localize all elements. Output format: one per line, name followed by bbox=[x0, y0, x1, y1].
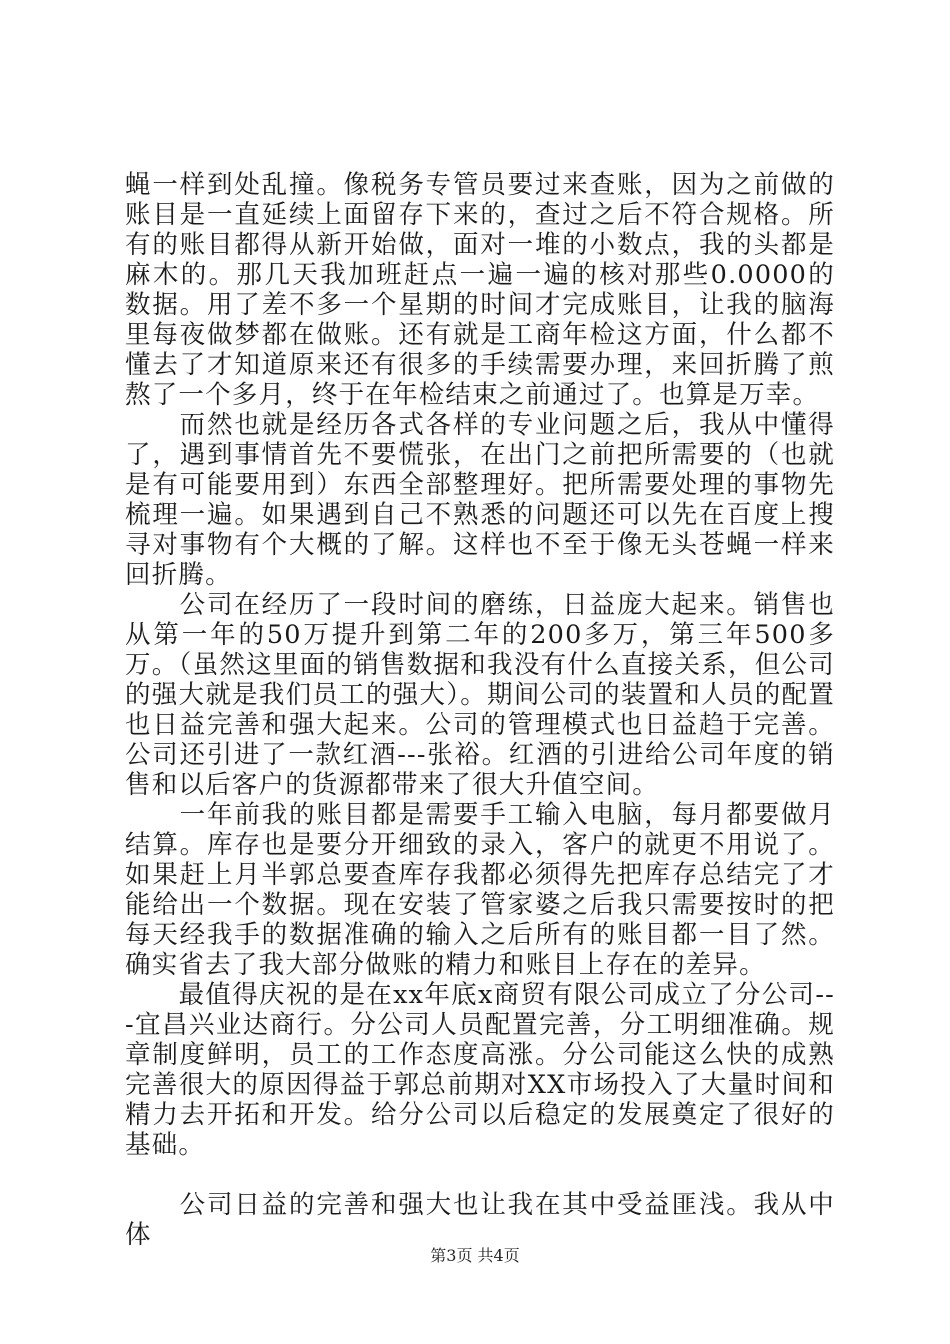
paragraph-branch-office: 最值得庆祝的是在xx年底x商贸有限公司成立了分公司---宜昌兴业达商行。分公司人员配置完善，分工明细准确。规章制度鲜明，员工的工作态度高涨。分公司能这么快的成熟完善很大的原因得益于郭总前期对XX市场投入了大量时间和精力去开拓和开发。给分公司以后稳定的发展奠定了很好的基础。 bbox=[125, 980, 835, 1160]
paragraph-lessons-learned: 而然也就是经历各式各样的专业问题之后，我从中懂得了，遇到事情首先不要慌张，在出门之前把所需要的（也就是有可能要用到）东西全部整理好。把所需要处理的事物先梳理一遍。如果遇到自己不熟悉的问题还可以先在百度上搜寻对事物有个大概的了解。这样也不至于像无头苍蝇一样来回折腾。 bbox=[125, 410, 835, 590]
paragraph-tax-audit: 蝇一样到处乱撞。像税务专管员要过来查账，因为之前做的账目是一直延续上面留存下来的，查过之后不符合规格。所有的账目都得从新开始做，面对一堆的小数点，我的头都是麻木的。那几天我加班赶点一遍一遍的核对那些0.0000的数据。用了差不多一个星期的时间才完成账目，让我的脑海里每夜做梦都在做账。还有就是工商年检这方面，什么都不懂去了才知道原来还有很多的手续需要办理，来回折腾了煎熬了一个多月，终于在年检结束之前通过了。也算是万幸。 bbox=[125, 170, 835, 410]
paragraph-personal-benefit: 公司日益的完善和强大也让我在其中受益匪浅。我从中体 bbox=[125, 1190, 835, 1250]
page-number-footer: 第3页 共4页 bbox=[430, 1246, 520, 1265]
paragraph-accounting-software: 一年前我的账目都是需要手工输入电脑，每月都要做月结算。库存也是要分开细致的录入，客户的就更不用说了。如果赶上月半郭总要查库存我都必须得先把库存总结完了才能给出一个数据。现在安装了管家婆之后我只需要按时的把每天经我手的数据准确的输入之后所有的账目都一目了然。确实省去了我大部分做账的精力和账目上存在的差异。 bbox=[125, 800, 835, 980]
paragraph-company-growth: 公司在经历了一段时间的磨练，日益庞大起来。销售也从第一年的50万提升到第二年的200多万，第三年500多万。（虽然这里面的销售数据和我没有什么直接关系，但公司的强大就是我们员工的强大）。期间公司的装置和人员的配置也日益完善和强大起来。公司的管理模式也日益趋于完善。公司还引进了一款红酒---张裕。红酒的引进给公司年度的销售和以后客户的货源都带来了很大升值空间。 bbox=[125, 590, 835, 800]
document-body bbox=[125, 170, 835, 1250]
